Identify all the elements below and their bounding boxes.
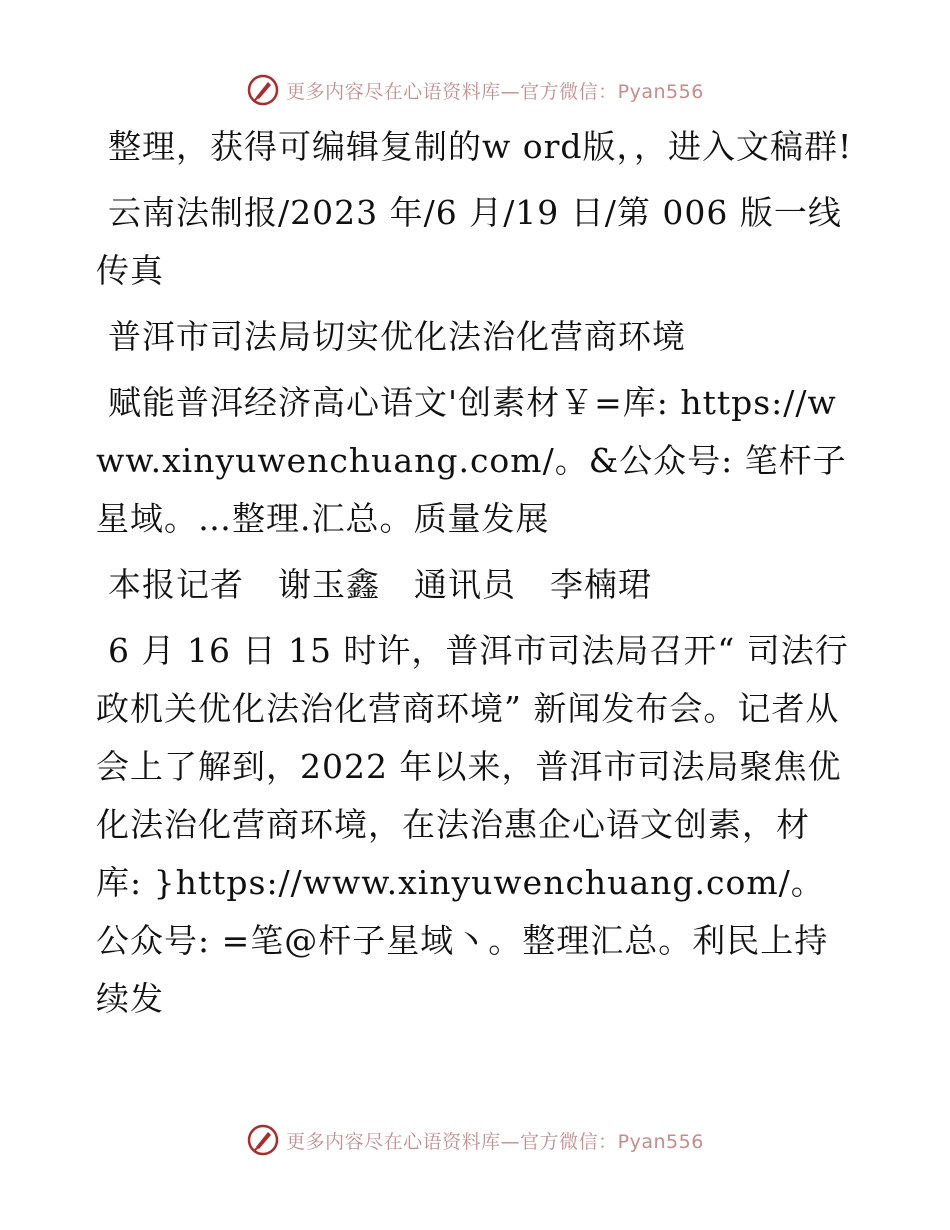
article-title: 普洱市司法局切实优化法治化营商环境 <box>108 317 686 356</box>
quill-logo-icon <box>246 73 280 107</box>
document-body <box>96 118 856 1036</box>
byline: 本报记者 谢玉鑫 通讯员 李楠珺 <box>108 565 652 604</box>
watermark-header <box>0 70 950 110</box>
source-line: 云南法制报/2023 年/6 月/19 日/第 006 版一线传真 <box>96 193 842 290</box>
watermark-text: 更多内容尽在心语资料库—官方微信：Pyan556 <box>286 80 704 103</box>
intro-paragraph: 整理，获得可编辑复制的w ord版，，进入文稿群! <box>108 127 853 166</box>
body-paragraph: 6 月 16 日 15 时许，普洱市司法局召开“ 司法行政机关优化法治化营商环境” 新闻发布会。记者从会上了解到，2022 年以来，普洱市司法局聚焦优化法治化营商环境，在法治惠企心语文创素，材库: }https://www.xinyuwenchuang.com/。公众号: =笔@杆子星域丶。整理汇总。利民上持续发 <box>96 631 849 1018</box>
quill-logo-icon <box>246 1123 280 1157</box>
watermark-text: 更多内容尽在心语资料库—官方微信：Pyan556 <box>286 1130 704 1153</box>
watermark-footer <box>0 1120 950 1160</box>
article-subtitle: 赋能普洱经济高心语文'创素材￥=库: https://www.xinyuwenchuang.com/。&公众号: 笔杆子星域。…整理.汇总。质量发展 <box>96 383 847 538</box>
